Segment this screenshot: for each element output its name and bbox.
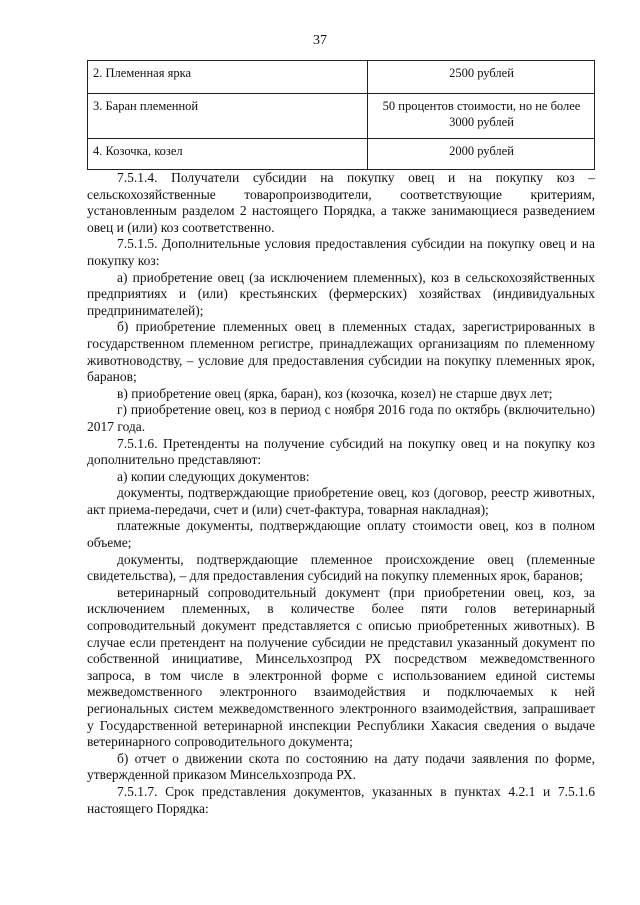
table-cell-rate: 50 процентов стоимости, но не более 3000 рублей bbox=[368, 94, 595, 139]
list-item-a-documents: а) копии следующих документов: bbox=[117, 468, 310, 484]
table-row bbox=[88, 61, 595, 94]
table-cell-animal: 4. Козочка, козел bbox=[88, 139, 368, 170]
table-cell-animal: 3. Баран племенной bbox=[88, 94, 368, 139]
list-item-v: в) приобретение овец (ярка, баран), коз (козочка, козел) не старше двух лет; bbox=[117, 385, 553, 401]
document-body bbox=[87, 170, 595, 817]
list-item-b-report: б) отчет о движении скота по состоянию на дату подачи заявления по форме, утвержденной приказом Минсельхозпрода РХ. bbox=[87, 750, 595, 783]
paragraph-7-5-1-6: 7.5.1.6. Претенденты на получение субсидий на покупку овец и на покупку коз дополнительно представляют: bbox=[87, 435, 595, 468]
table-cell-rate: 2000 рублей bbox=[368, 139, 595, 170]
document-payment: платежные документы, подтверждающие оплату стоимости овец, коз в полном объеме; bbox=[87, 518, 595, 551]
table-cell-animal: 2. Племенная ярка bbox=[88, 61, 368, 94]
list-item-g: г) приобретение овец, коз в период с ноября 2016 года по октябрь (включительно) 2017 года. bbox=[87, 402, 595, 434]
paragraph-7-5-1-7: 7.5.1.7. Срок представления документов, указанных в пунктах 4.2.1 и 7.5.1.6 настоящего Порядка: bbox=[87, 783, 595, 816]
document-pedigree: документы, подтверждающие племенное происхождение овец (племенные свидетельства), – для предоставления субсидий на покупку племенных ярок, баранов; bbox=[87, 551, 595, 584]
table-cell-rate: 2500 рублей bbox=[368, 61, 595, 94]
table-row bbox=[88, 94, 595, 139]
document-purchase: документы, подтверждающие приобретение овец, коз (договор, реестр животных, акт приема-передачи, счет и (или) счет-фактура, товарная накладная); bbox=[87, 485, 595, 517]
page-number: 37 bbox=[313, 33, 327, 48]
paragraph-7-5-1-4: 7.5.1.4. Получатели субсидии на покупку овец и на покупку коз – сельскохозяйственные товаропроизводители, соответствующие критериям, установленным разделом 2 настоящего Порядка, а также занимающиеся разведением овец и (или) коз соответственно. bbox=[87, 170, 595, 235]
paragraph-7-5-1-5: 7.5.1.5. Дополнительные условия предоставления субсидии на покупку овец и на покупку коз: bbox=[87, 236, 595, 268]
subsidy-rate-table bbox=[87, 60, 595, 170]
document-veterinary: ветеринарный сопроводительный документ (при приобретении овец, коз, за исключением племенных, в количестве более пяти голов ветеринарный сопроводительный документ представляется с описью приобретенных животных). В случае если претендент на получение субсидии не представил указанный документ по собственной инициативе, Минсельхозпрод РХ посредством межведомственного запроса, в том числе в электронной форме с использованием единой системы межведомственного электронного взаимодействия и подключаемых к ней региональных систем межведомственного электронного взаимодействия, запрашивает у Государственной ветеринарной инспекции Республики Хакасия сведения о выдаче ветеринарного сопроводительного документа; bbox=[87, 584, 595, 750]
table-row bbox=[88, 139, 595, 170]
list-item-a: а) приобретение овец (за исключением племенных), коз в сельскохозяйственных предприятиях и (или) крестьянских (фермерских) хозяйствах (индивидуальных предпринимателей); bbox=[87, 269, 595, 318]
list-item-b: б) приобретение племенных овец в племенных стадах, зарегистрированных в государственном племенном регистре, принадлежащих организациям по племенному животноводству, – условие для предоставления субсидии на покупку племенных ярок, баранов; bbox=[87, 319, 595, 385]
